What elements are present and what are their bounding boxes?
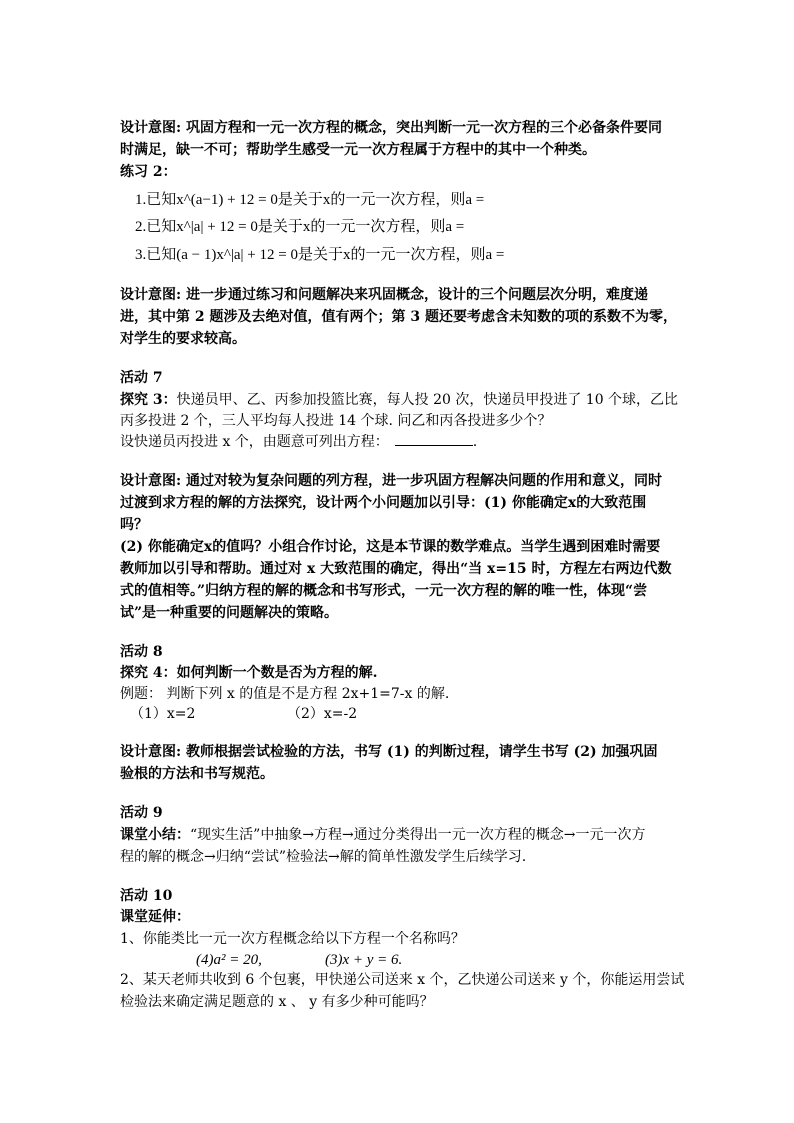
activity-7-line-1 <box>120 390 680 410</box>
practice-2-question-3: 3.已知(a − 1)x^|a| + 12 = 0是关于x的一元一次方程，则a = <box>135 247 505 263</box>
extension-equation-2: (3)x + y = 6. <box>325 952 403 968</box>
practice-2-question-1: 1.已知x^(a−1) + 12 = 0是关于x的一元一次方程，则a = <box>135 192 485 208</box>
design-intent-1-line-2: 时满足，缺一不可；帮助学生感受一元一次方程属于方程中的其中一个种类。 <box>120 142 596 158</box>
design-intent-3-line-4: (2) 你能确定x的值吗？小组合作讨论，这是本节课的数学难点。当学生遇到困难时需要 <box>120 539 661 555</box>
activity-7-title: 活动 7 <box>120 370 163 386</box>
design-intent-3-line-1: 设计意图: 通过对较为复杂问题的列方程，进一步巩固方程解决问题的作用和意义，同时 <box>120 473 663 489</box>
activity-10-title: 活动 10 <box>120 888 173 904</box>
example-line: 例题： 判断下列 x 的值是不是方程 2x+1=7-x 的解. <box>120 686 450 702</box>
summary-label: 课堂小结： <box>120 827 190 843</box>
equation-prompt: 设快递员丙投进 x 个，由题意可列出方程： <box>120 434 389 450</box>
design-intent-2-line-3: 对学生的要求较高。 <box>120 331 246 347</box>
design-intent-3-line-3: 吗？ <box>120 517 148 533</box>
practice-2-title: 练习 2： <box>120 164 177 180</box>
example-option-2: （2）x=-2 <box>287 706 358 722</box>
design-intent-3-line-2: 过渡到求方程的解的方法探究，设计两个小问题加以引导：(1) 你能确定x的大致范围 <box>120 495 647 511</box>
design-intent-4-line-1: 设计意图: 教师根据尝试检验的方法，书写 (1) 的判断过程，请学生书写 (2) 加强巩固 <box>120 744 658 760</box>
design-intent-3-line-7: 试”是一种重要的问题解决的策略。 <box>120 605 339 621</box>
answer-blank[interactable] <box>395 433 473 446</box>
explore-3-text-1: 快递员甲、乙、丙参加投篮比赛，每人投 20 次，快递员甲投进了 10 个球，乙比 <box>176 392 679 408</box>
extension-equation-1: (4)a² = 20, <box>196 952 262 968</box>
activity-9-title: 活动 9 <box>120 805 163 821</box>
design-intent-3-line-6: 式的值相等。”归纳方程的解的概念和书写形式，一元一次方程的解的唯一性，体现“尝 <box>120 583 648 599</box>
extension-question-2-line-1: 2、某天老师共收到 6 个包裹，甲快递公司送来 x 个，乙快递公司送来 y 个，你能运用尝试 <box>120 972 685 988</box>
activity-8-title: 活动 8 <box>120 644 163 660</box>
summary-text-1: “现实生活”中抽象→方程→通过分类得出一元一次方程的概念→一元一次方 <box>190 827 646 843</box>
equation-prompt-end: . <box>472 434 478 450</box>
explore-3-label: 探究 3： <box>120 392 177 408</box>
explore-4: 探究 4：如何判断一个数是否为方程的解. <box>120 665 378 681</box>
activity-7-line-3 <box>120 432 680 452</box>
design-intent-2-line-2: 进，其中第 2 题涉及去绝对值，值有两个；第 3 题还要考虑含未知数的项的系数不为零， <box>120 309 677 325</box>
design-intent-3-line-5: 教师加以引导和帮助。通过对 x 大致范围的确定，得出“当 x=15 时，方程左右两边代数 <box>120 561 672 577</box>
practice-2-question-2: 2.已知x^|a| + 12 = 0是关于x的一元一次方程，则a = <box>135 219 465 235</box>
activity-7-line-2: 丙多投进 2 个，三人平均每人投进 14 个球. 问乙和丙各投进多少个？ <box>120 413 552 429</box>
extension-question-2-line-2: 检验法来确定满足题意的 x 、 y 有多少种可能吗？ <box>120 994 434 1010</box>
activity-9-line-1 <box>120 825 680 845</box>
extension-question-1: 1、你能类比一元一次方程概念给以下方程一个名称吗？ <box>120 931 465 947</box>
example-option-1: （1）x=2 <box>130 706 196 722</box>
design-intent-2-line-1: 设计意图: 进一步通过练习和问题解决来巩固概念，设计的三个问题层次分明，难度递 <box>120 287 649 303</box>
design-intent-1-line-1: 设计意图: 巩固方程和一元一次方程的概念，突出判断一元一次方程的三个必备条件要同 <box>120 120 663 136</box>
activity-9-line-2: 程的解的概念→归纳“尝试”检验法→解的简单性激发学生后续学习. <box>120 849 527 865</box>
design-intent-4-line-2: 验根的方法和书写规范。 <box>120 766 274 782</box>
class-extension-label: 课堂延伸： <box>120 909 190 925</box>
